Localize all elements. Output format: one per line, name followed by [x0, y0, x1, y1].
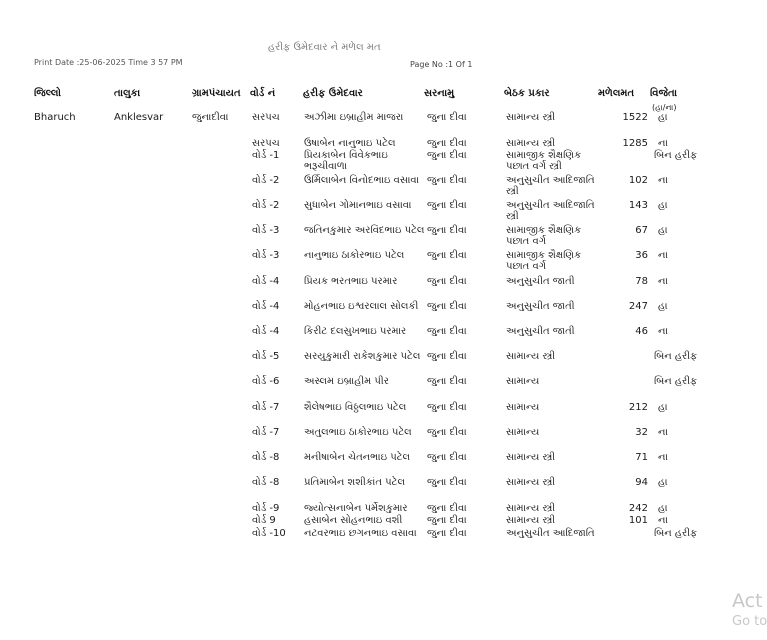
winner-cell: ના [658, 138, 668, 149]
winner-cell: ના [658, 250, 668, 261]
ward-cell: વોર્ડ -4 [252, 301, 280, 312]
address-cell: જુના દીવા [427, 477, 467, 488]
votes-cell: 94 [635, 477, 648, 488]
ward-cell: વોર્ડ -4 [252, 326, 280, 337]
ward-cell: વોર્ડ -3 [252, 250, 280, 261]
candidate-cell: નાનુભાઇ ઠાકોરભાઇ પટેલ [304, 250, 405, 261]
winner-cell: હા [658, 112, 668, 123]
votes-cell: 32 [635, 427, 648, 438]
seat-type-cell: અનુસુચીત આદિજાતિ સ્ત્રી [506, 200, 595, 222]
candidate-cell: કિરીટ દલસુખભાઇ પરમાર [304, 326, 407, 337]
winner-cell: બિન હરીફ [654, 351, 698, 362]
address-cell: જુના દીવા [427, 200, 467, 211]
ward-cell: વોર્ડ -8 [252, 477, 280, 488]
candidate-cell: જતિનકુમાર અરવિંદભાઇ પટેલ [304, 225, 425, 236]
candidate-cell: હસાબેન સોહનભાઇ વશી [304, 515, 403, 526]
candidate-cell: મોહનભાઇ ઇશ્વરલાલ સોલકી [304, 301, 419, 312]
candidate-cell: સુધાબેન ગોમાનભાઇ વસાવા [304, 200, 412, 211]
winner-cell: હા [658, 200, 668, 211]
address-cell: જુના દીવા [427, 112, 467, 123]
activation-watermark-sub: Go to [732, 614, 767, 629]
address-cell: જુના દીવા [427, 276, 467, 287]
ward-cell: વોર્ડ -4 [252, 276, 280, 287]
seat-type-cell: અનુસુચીત જાતી [506, 301, 575, 312]
header-taluka: તાલુકા [114, 88, 141, 99]
address-cell: જુના દીવા [427, 150, 467, 161]
candidate-cell: નટવરભાઇ છગનભાઇ વસાવા [304, 528, 417, 539]
ward-cell: વોર્ડ -2 [252, 200, 280, 211]
votes-cell: 36 [635, 250, 648, 261]
winner-cell: ના [658, 427, 668, 438]
winner-cell: બિન હરીફ [654, 150, 698, 161]
address-cell: જુના દીવા [427, 427, 467, 438]
ward-cell: વોર્ડ -9 [252, 503, 280, 514]
seat-type-cell: સામાન્ય [506, 402, 540, 413]
seat-type-cell: સામાન્ય [506, 376, 540, 387]
seat-type-cell: અનુસુચીત આદિજાતિ સ્ત્રી [506, 175, 595, 197]
header-district: જિલ્લો [34, 88, 61, 99]
votes-cell: 1285 [622, 138, 648, 149]
votes-cell: 242 [628, 503, 648, 514]
votes-cell: 247 [628, 301, 648, 312]
candidate-cell: અઝીમા ઇબ્રાહીમ માજરા [304, 112, 404, 123]
candidate-cell: ઉષાબેન નાનુભાઇ પટેલ [304, 138, 396, 149]
header-seat-type: બેઠક પ્રકાર [504, 88, 550, 99]
winner-cell: હા [658, 225, 668, 236]
address-cell: જુના દીવા [427, 326, 467, 337]
winner-cell: ના [658, 175, 668, 186]
candidate-cell: મનીષાબેન ચેતનભાઇ પટેલ [304, 452, 411, 463]
winner-cell: બિન હરીફ [654, 528, 698, 539]
address-cell: જુના દીવા [427, 528, 467, 539]
winner-cell: હા [658, 402, 668, 413]
ward-cell: વોર્ડ -5 [252, 351, 280, 362]
candidate-cell: અસ્લમ ઇબ્રાહીમ પીર [304, 376, 389, 387]
seat-type-cell: સામાન્ય સ્ત્રી [506, 351, 556, 362]
seat-type-cell: સામાજીક શૈક્ષણિક પછાત વર્ગ સ્ત્રી [506, 150, 582, 172]
seat-type-cell: અનુસુચીત જાતી [506, 326, 575, 337]
seat-type-cell: સામાન્ય સ્ત્રી [506, 138, 556, 149]
winner-cell: હા [658, 503, 668, 514]
candidate-cell: પ્રિયકાબેન વિવેકભાઇ ભરૂચીવાળા [304, 150, 388, 172]
votes-cell: 67 [635, 225, 648, 236]
header-votes: મળેલમત [598, 88, 635, 99]
votes-cell: 212 [628, 402, 648, 413]
address-cell: જુના દીવા [427, 402, 467, 413]
winner-cell: ના [658, 515, 668, 526]
candidate-cell: પ્રિયક ભરતભાઇ પરમાર [304, 276, 398, 287]
seat-type-cell: સામાન્ય [506, 427, 540, 438]
address-cell: જુના દીવા [427, 503, 467, 514]
header-winner-sub: (હા/ના) [652, 103, 677, 112]
winner-cell: બિન હરીફ [654, 376, 698, 387]
ward-cell: વોર્ડ -8 [252, 452, 280, 463]
header-winner: વિજેતા [650, 88, 678, 99]
votes-cell: 143 [628, 200, 648, 211]
votes-cell: 1522 [622, 112, 648, 123]
header-candidate: હરીફ ઉમેદવાર [303, 88, 363, 99]
address-cell: જુના દીવા [427, 376, 467, 387]
votes-cell: 71 [635, 452, 648, 463]
seat-type-cell: અનુસુચીત આદિજાતિ [506, 528, 595, 539]
seat-type-cell: અનુસુચીત જાતી [506, 276, 575, 287]
header-gram-panchayat: ગ્રામપંચાયત [192, 88, 241, 99]
address-cell: જુના દીવા [427, 138, 467, 149]
winner-cell: ના [658, 326, 668, 337]
address-cell: જુના દીવા [427, 351, 467, 362]
candidate-cell: સરયુકુમારી રાકેશકુમાર પટેલ [304, 351, 421, 362]
header-address: સરનામુ [424, 88, 455, 99]
page-number: Page No :1 Of 1 [410, 60, 473, 69]
taluka-value: Anklesvar [114, 112, 164, 123]
ward-cell: વોર્ડ -1 [252, 150, 280, 161]
address-cell: જુના દીવા [427, 515, 467, 526]
ward-cell: સરપચ [252, 138, 280, 149]
report-title: હરીફ ઉમેદવાર ને મળેલ મત [268, 42, 381, 53]
address-cell: જુના દીવા [427, 225, 467, 236]
candidate-cell: અતુલભાઇ ઠાકોરભાઇ પટેલ [304, 427, 412, 438]
winner-cell: ના [658, 276, 668, 287]
candidate-cell: ઉર્મિલાબેન વિનોદભાઇ વસાવા [304, 175, 420, 186]
votes-cell: 101 [628, 515, 648, 526]
seat-type-cell: સામાન્ય સ્ત્રી [506, 503, 556, 514]
ward-cell: વોર્ડ -10 [252, 528, 286, 539]
address-cell: જુના દીવા [427, 301, 467, 312]
ward-cell: વોર્ડ -2 [252, 175, 280, 186]
candidate-cell: શૈલેષભાઇ વિઠ્ઠલભાઇ પટેલ [304, 402, 407, 413]
seat-type-cell: સામાજીક શૈક્ષણિક પછાત વર્ગ [506, 225, 582, 247]
seat-type-cell: સામાન્ય સ્ત્રી [506, 477, 556, 488]
winner-cell: ના [658, 452, 668, 463]
address-cell: જુના દીવા [427, 175, 467, 186]
address-cell: જુના દીવા [427, 250, 467, 261]
seat-type-cell: સામાન્ય સ્ત્રી [506, 515, 556, 526]
ward-cell: વોર્ડ -3 [252, 225, 280, 236]
candidate-cell: પ્રતિમાબેન શશીકાંત પટેલ [304, 477, 406, 488]
votes-cell: 46 [635, 326, 648, 337]
activation-watermark: Act [732, 590, 763, 612]
header-ward-no: વોર્ડ નં [250, 88, 276, 99]
votes-cell: 78 [635, 276, 648, 287]
ward-cell: વોર્ડ -7 [252, 427, 280, 438]
ward-cell: વોર્ડ -6 [252, 376, 280, 387]
print-date: Print Date :25-06-2025 Time 3 57 PM [34, 58, 183, 67]
winner-cell: હા [658, 477, 668, 488]
gram-panchayat-value: જુનાદીવા [192, 112, 229, 123]
ward-cell: વોર્ડ 9 [252, 515, 276, 526]
seat-type-cell: સામાન્ય સ્ત્રી [506, 112, 556, 123]
votes-cell: 102 [628, 175, 648, 186]
address-cell: જુના દીવા [427, 452, 467, 463]
winner-cell: હા [658, 301, 668, 312]
seat-type-cell: સામાજીક શૈક્ષણિક પછાત વર્ગ [506, 250, 582, 272]
ward-cell: સરપચ [252, 112, 280, 123]
ward-cell: વોર્ડ -7 [252, 402, 280, 413]
seat-type-cell: સામાન્ય સ્ત્રી [506, 452, 556, 463]
candidate-cell: જ્યોત્સનાબેન પર્મેશકુમાર [304, 503, 408, 514]
district-value: Bharuch [34, 112, 76, 123]
